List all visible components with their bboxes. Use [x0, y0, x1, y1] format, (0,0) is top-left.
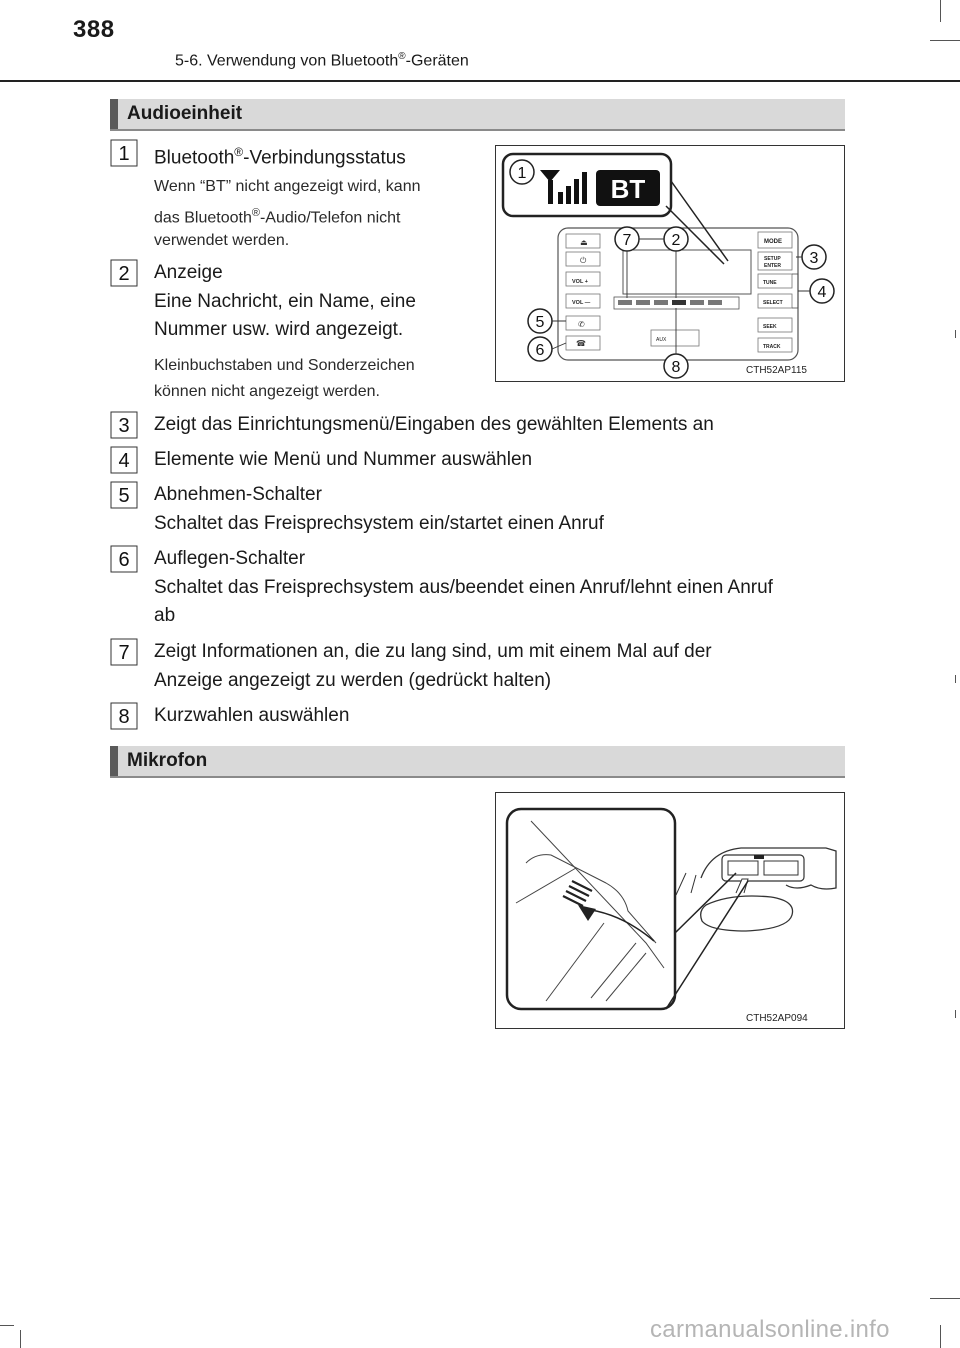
- section-header-mic: [110, 746, 845, 778]
- select-label: SELECT: [763, 300, 783, 306]
- item-1-note-suffix: -Audio/Telefon nicht: [259, 209, 401, 227]
- item-5-desc: Schaltet das Freisprechsystem ein/startet einen Anruf: [154, 513, 604, 534]
- item-number-1: [110, 139, 138, 167]
- svg-text:6: 6: [535, 342, 545, 359]
- item-1-note-text: das Bluetooth: [154, 209, 252, 227]
- svg-text:4: 4: [118, 450, 130, 472]
- footer-watermark[interactable]: carmanualsonline.info: [650, 1316, 890, 1343]
- crop-mark: [930, 1298, 960, 1299]
- item-1-note-line-1: Wenn “BT” nicht angezeigt wird, kann: [154, 178, 421, 195]
- item-5-title: Abnehmen-Schalter: [154, 484, 322, 505]
- aux-label: AUX: [656, 337, 667, 343]
- svg-text:7: 7: [118, 642, 130, 664]
- item-2-desc-line-1: Eine Nachricht, ein Name, eine: [154, 291, 416, 312]
- setup-label: SETUP: [764, 256, 781, 262]
- crop-mark: [940, 1325, 941, 1348]
- crop-mark: [940, 0, 941, 22]
- item-1-title-text: Bluetooth: [154, 147, 235, 169]
- svg-text:✆: ✆: [578, 320, 585, 329]
- figure-code-audio: CTH52AP115: [746, 365, 807, 376]
- svg-text:5: 5: [535, 314, 545, 331]
- tune-label: TUNE: [763, 280, 777, 286]
- page-number: 388: [73, 16, 115, 43]
- item-1-title-suffix: -Verbindungsstatus: [243, 147, 406, 169]
- callout-1: [510, 160, 534, 184]
- figure-code-mic: CTH52AP094: [746, 1013, 808, 1024]
- crop-mark: [955, 1010, 956, 1018]
- callout-3: [802, 245, 826, 269]
- microphone-figure: [495, 792, 845, 1029]
- item-2-note-line-2: können nicht angezeigt werden.: [154, 383, 380, 400]
- item-2-note-line-1: Kleinbuchstaben und Sonderzeichen: [154, 357, 415, 374]
- svg-text:4: 4: [817, 284, 827, 301]
- item-6-title: Auflegen-Schalter: [154, 548, 306, 569]
- registered-mark: ®: [234, 145, 244, 159]
- track-label: TRACK: [763, 344, 781, 350]
- svg-text:8: 8: [671, 359, 681, 376]
- item-number-8: [110, 702, 138, 730]
- item-number-4: [110, 446, 138, 474]
- item-1-note-line-3: verwendet werden.: [154, 232, 290, 249]
- svg-text:☎: ☎: [576, 339, 586, 348]
- bt-label: BT: [610, 174, 646, 204]
- enter-label: ENTER: [764, 263, 781, 269]
- header-rule: [0, 80, 960, 82]
- item-3-text: Zeigt das Einrichtungsmenü/Eingaben des gewählten Elements an: [154, 414, 714, 435]
- audio-unit-illustration: [496, 146, 843, 380]
- item-number-text: 1: [118, 143, 130, 165]
- crop-mark: [20, 1330, 21, 1348]
- section-bar: [110, 746, 118, 776]
- crop-mark: [955, 330, 956, 338]
- seek-label: SEEK: [763, 324, 777, 330]
- running-title: [175, 51, 469, 70]
- item-number-text: 2: [118, 263, 130, 285]
- crop-mark: [930, 40, 960, 41]
- section-title-mic: Mikrofon: [127, 750, 208, 771]
- callout-8: [664, 354, 688, 378]
- svg-text:7: 7: [622, 232, 632, 249]
- item-6-desc-line-1: Schaltet das Freisprechsystem aus/beendet einen Anruf/lehnt einen Anruf: [154, 577, 773, 598]
- item-number-2: [110, 259, 138, 287]
- item-number-7: [110, 638, 138, 666]
- callout-4: [810, 279, 834, 303]
- crop-mark: [955, 675, 956, 683]
- svg-text:5: 5: [118, 485, 130, 507]
- audio-unit-figure: [495, 145, 845, 382]
- svg-text:2: 2: [671, 232, 681, 249]
- section-bar: [110, 99, 118, 129]
- callout-6: [528, 337, 552, 361]
- svg-text:⏻: ⏻: [580, 256, 587, 265]
- running-title-text: 5-6. Verwendung von Bluetooth: [175, 52, 399, 70]
- svg-text:3: 3: [809, 250, 819, 267]
- item-4-text: Elemente wie Menü und Nummer auswählen: [154, 449, 533, 470]
- running-title-suffix: -Geräten: [405, 52, 469, 70]
- item-number-5: [110, 481, 138, 509]
- microphone-illustration: [496, 793, 843, 1027]
- callout-5: [528, 309, 552, 333]
- svg-text:3: 3: [118, 415, 130, 437]
- vol-minus-label: VOL —: [572, 300, 591, 306]
- svg-text:⏏: ⏏: [580, 238, 588, 247]
- svg-text:6: 6: [118, 549, 130, 571]
- item-number-6: [110, 545, 138, 573]
- item-number-3: [110, 411, 138, 439]
- callout-2: [664, 227, 688, 251]
- callout-7: [615, 227, 639, 251]
- svg-text:1: 1: [517, 165, 527, 182]
- vol-plus-label: VOL +: [572, 279, 588, 285]
- registered-mark: ®: [251, 207, 260, 219]
- registered-mark: ®: [398, 51, 406, 62]
- item-6-desc-line-2: ab: [154, 605, 176, 626]
- crop-mark: [0, 1325, 14, 1326]
- item-8-text: Kurzwahlen auswählen: [154, 705, 350, 726]
- item-2-title: Anzeige: [154, 262, 223, 283]
- item-1-title: [154, 138, 406, 172]
- item-7-line-2: Anzeige angezeigt zu werden (gedrückt halten): [154, 670, 552, 691]
- section-title-audio: Audioeinheit: [127, 103, 243, 124]
- item-2-desc-line-2: Nummer usw. wird angezeigt.: [154, 319, 404, 340]
- item-7-line-1: Zeigt Informationen an, die zu lang sind, um mit einem Mal auf der: [154, 641, 712, 662]
- mode-label: MODE: [764, 239, 782, 245]
- section-header-audio: [110, 99, 845, 131]
- svg-text:8: 8: [118, 706, 130, 728]
